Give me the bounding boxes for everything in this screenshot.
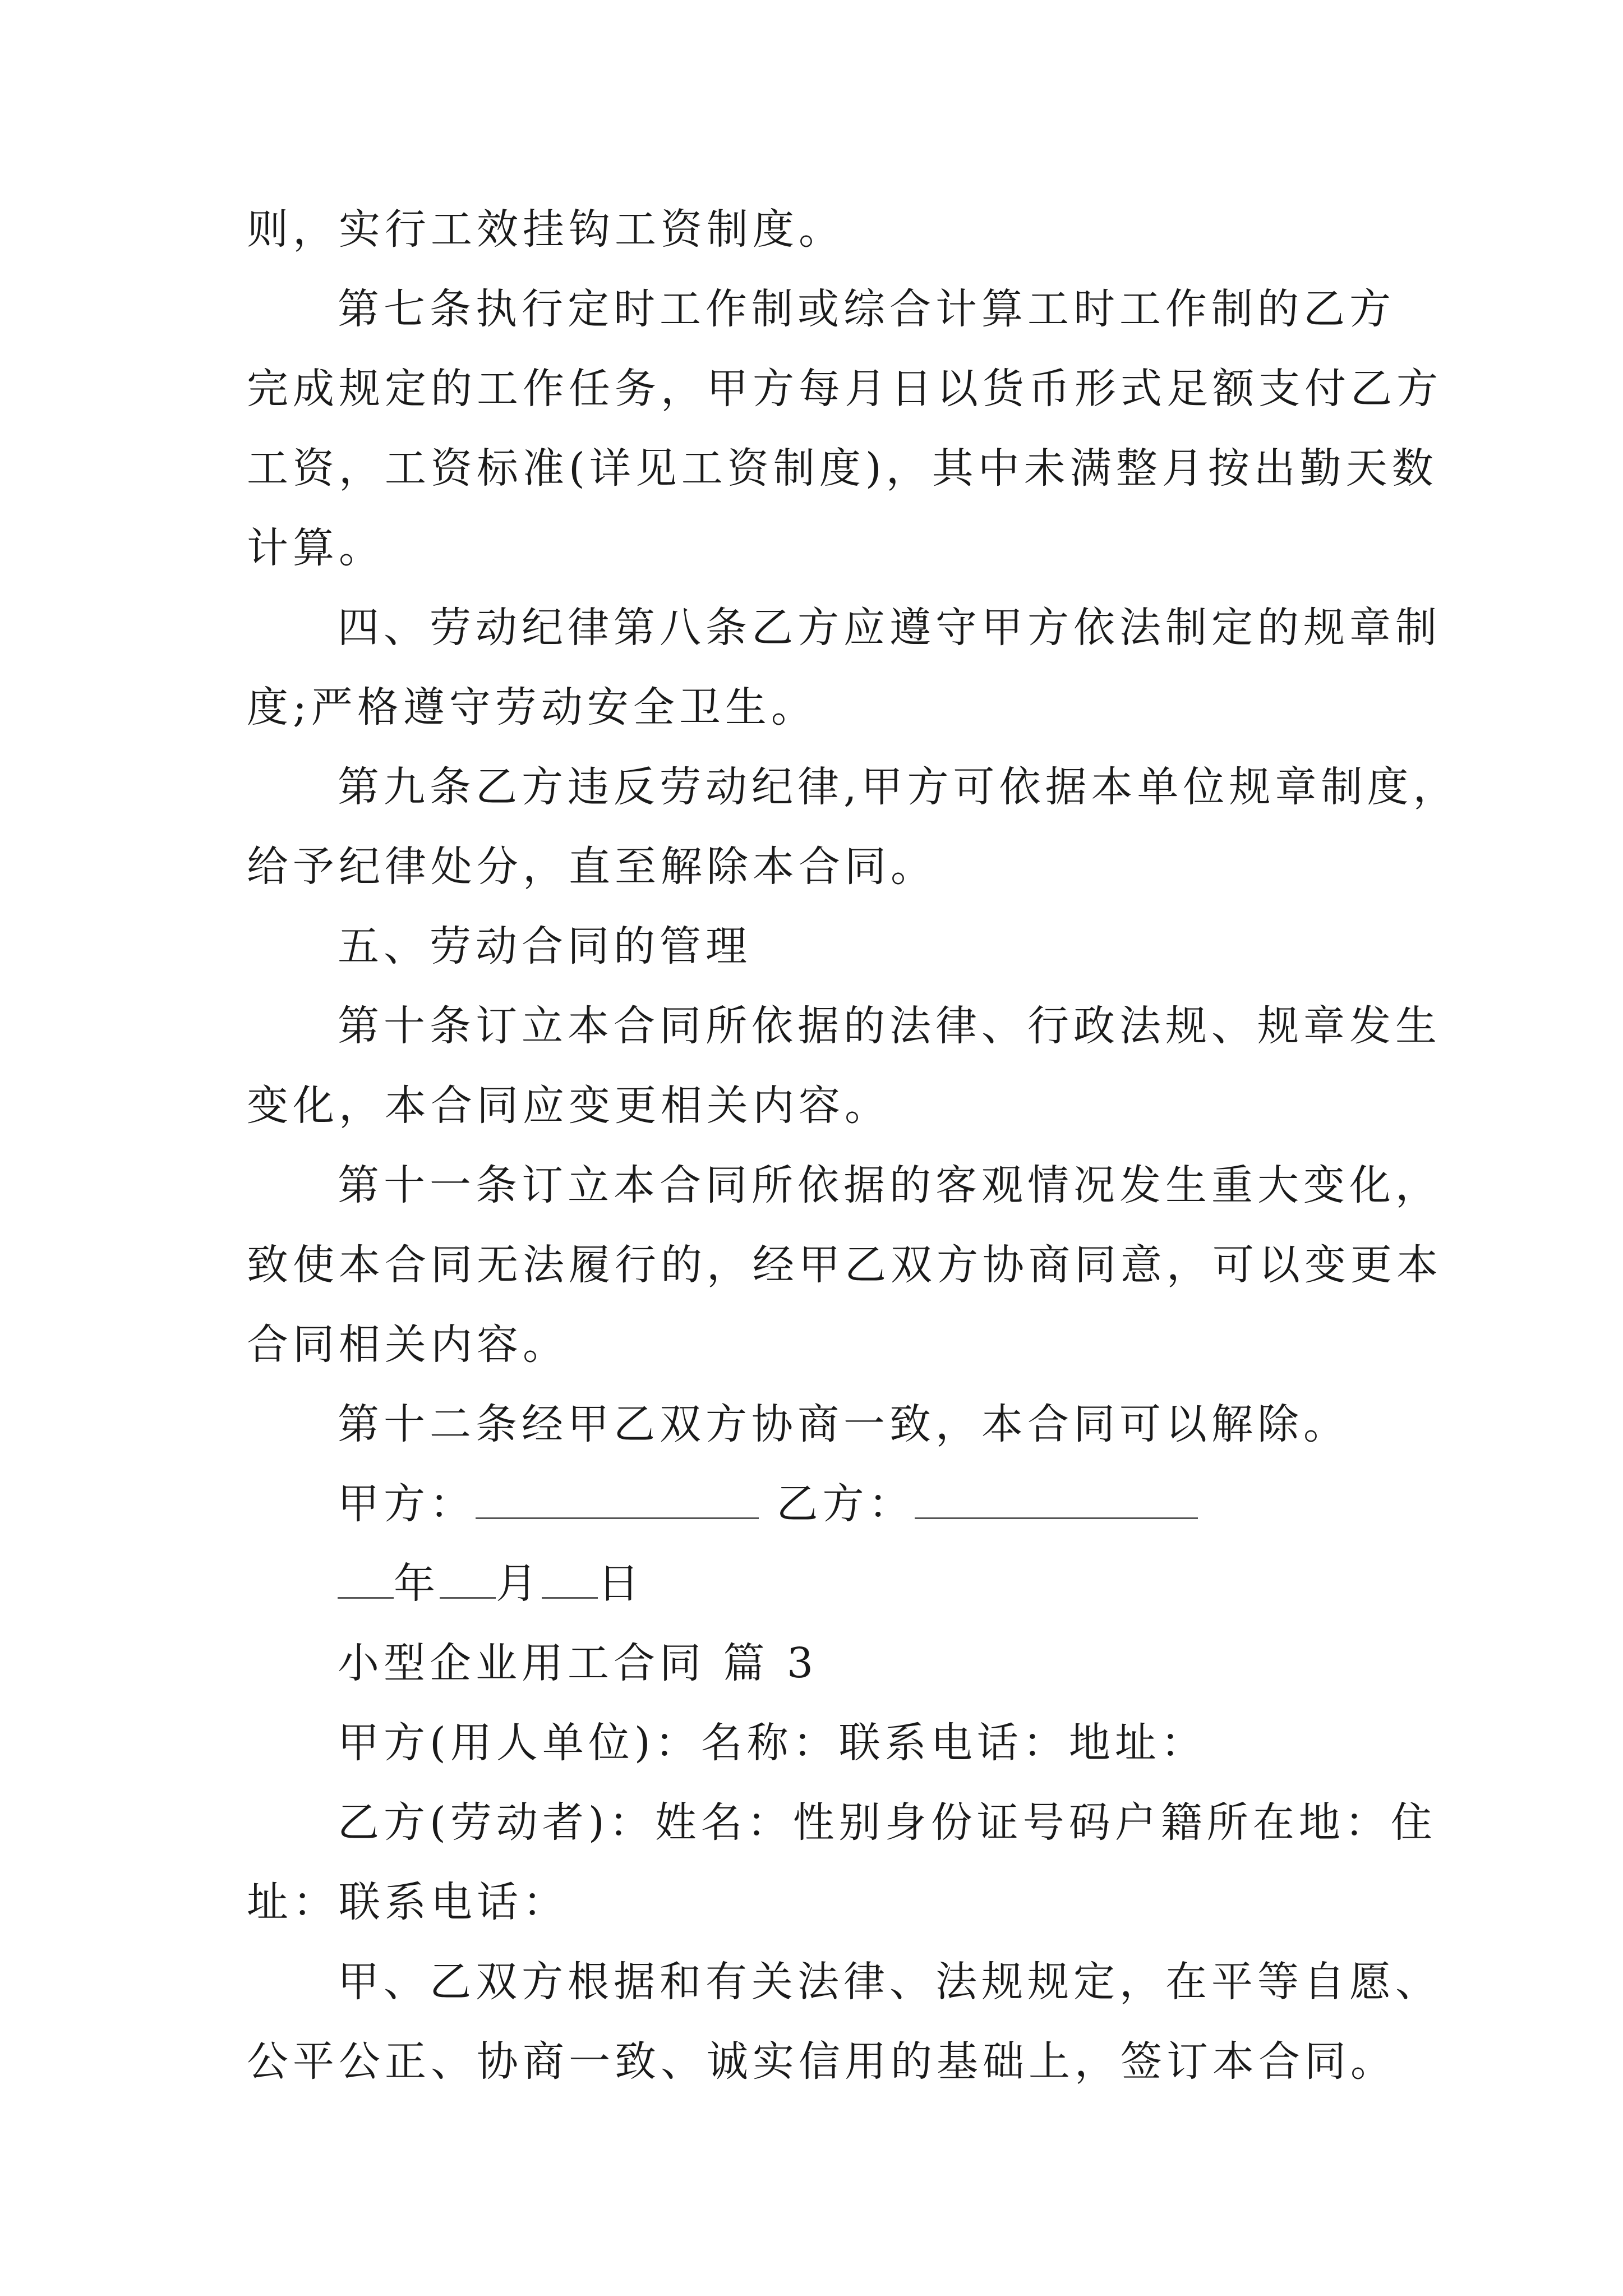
year-label: 年 [394,1559,440,1608]
article-7-line-1: 第七条执行定时工作制或综合计算工时工作制的乙方 [338,285,1395,333]
contract-title: 小型企业用工合同 篇 3 [338,1639,818,1687]
party-a-signature [338,1464,759,1544]
party-b-label: 乙方： [776,1480,915,1528]
document-body [247,190,1459,2101]
party-b-info-line-1: 乙方(劳动者)：姓名：性别身份证号码户籍所在地：住 [338,1798,1437,1847]
paragraph-line: 则，实行工效挂钩工资制度。 [247,205,845,254]
month-blank [440,1595,496,1599]
date-field [338,1544,644,1623]
party-a-blank [476,1515,759,1519]
article-11-line-1: 第十一条订立本合同所依据的客观情况发生重大变化， [338,1161,1441,1209]
party-b-blank [915,1515,1198,1519]
party-a-info: 甲方(用人单位)：名称：联系电话：地址： [338,1719,1207,1767]
article-11-line-3: 合同相关内容。 [247,1320,569,1369]
section-4-line-1: 四、劳动纪律第八条乙方应遵守甲方依法制定的规章制 [338,604,1441,652]
article-12-line: 第十二条经甲乙双方协商一致，本合同可以解除。 [338,1400,1349,1448]
article-7-line-4: 计算。 [247,524,385,572]
article-11-line-2: 致使本合同无法履行的，经甲乙双方协商同意，可以变更本 [247,1241,1442,1289]
signature-row [247,1464,1391,1544]
article-10-line-1: 第十条订立本合同所依据的法律、行政法规、规章发生 [338,1002,1441,1050]
article-9-line-1: 第九条乙方违反劳动纪律,甲方可依据本单位规章制度， [338,763,1459,811]
day-blank [542,1595,598,1599]
article-7-line-3: 工资，工资标准(详见工资制度)，其中未满整月按出勤天数 [247,444,1438,493]
party-a-label: 甲方： [338,1480,476,1528]
party-b-info-line-2: 址：联系电话： [247,1878,569,1926]
article-7-line-2: 完成规定的工作任务，甲方每月日以货币形式足额支付乙方 [247,365,1442,413]
section-4-line-2: 度;严格遵守劳动安全卫生。 [247,683,817,731]
article-10-line-2: 变化，本合同应变更相关内容。 [247,1082,891,1130]
day-label: 日 [598,1559,644,1608]
article-9-line-2: 给予纪律处分，直至解除本合同。 [247,843,937,891]
section-5-heading: 五、劳动合同的管理 [338,922,751,970]
preamble-line-2: 公平公正、协商一致、诚实信用的基础上，签订本合同。 [247,2037,1396,2086]
party-b-signature [777,1464,1198,1544]
date-row [247,1544,1391,1623]
month-label: 月 [496,1559,542,1608]
year-blank [338,1595,394,1599]
preamble-line-1: 甲、乙双方根据和有关法律、法规规定，在平等自愿、 [338,1958,1441,2006]
